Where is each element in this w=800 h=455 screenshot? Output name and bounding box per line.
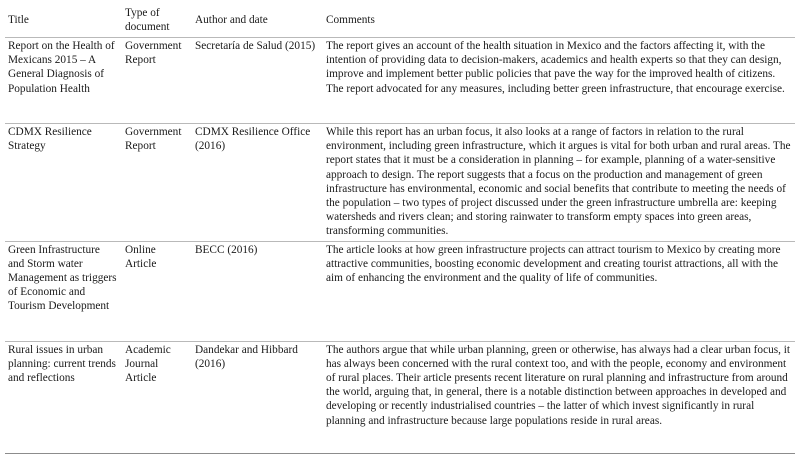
cell-author: BECC (2016) [195,243,258,256]
cell-author: Dandekar and Hibbard (2016) [195,343,298,370]
cell-type: Government Report [125,126,182,153]
cell-type: Academic Journal Article [125,343,171,385]
header-author: Author and date [195,13,268,26]
cell-comments: The report gives an account of the health situation in Mexico and the factors affecting it, with the intention of providing data to decision-makers, academics and health experts so that they can design, improve and implement better public policies that pave the way for the improved health of citizens. The report advocated for any measures, including better green infrastructure, that encourage exercise. [326,40,785,95]
cell-title: Report on the Health of Mexicans 2015 – A General Diagnosis of Population Health [8,40,115,95]
header-type: Type of document [125,6,170,33]
table-row [5,341,795,453]
cell-type: Government Report [125,40,182,67]
cell-title: Rural issues in urban planning: current trends and reflections [8,343,116,385]
table-row [5,38,795,124]
table-row [5,124,795,242]
cell-author: CDMX Resilience Office (2016) [195,126,311,153]
header-comments: Comments [326,13,375,26]
header-row [5,4,795,38]
cell-title: CDMX Resilience Strategy [8,126,92,153]
cell-comments: While this report has an urban focus, it also looks at a range of factors in relation to the rural environment, including green infrastructure, which it argues is vital for both urban and rural areas. The report states that it must be a consideration in planning – for example, planning of a water-sensitive approach to design. The report suggests that a focus on the production and management of green infrastructure has environmental, economic and social benefits that contribute to meeting the needs of the population – two types of project discussed under the green infrastructure umbrella are: keeping watersheds and rivers clean; and storing rainwater to transform empty spaces into green areas, transforming communities. [326,126,791,238]
cell-author: Secretaría de Salud (2015) [195,40,316,52]
header-title: Title [8,13,29,26]
cell-type: Online Article [125,243,157,270]
literature-review-table [5,4,795,454]
cell-comments: The authors argue that while urban planning, green or otherwise, has always had a clear urban focus, it has always been concerned with the rural context too, and with the people, economy and environment of rural places. Their article presents recent literature on rural planning and infrastructure from around the world, arguing that, in general, there is a notable distinction between approaches in developed and developing or recently industrialised countries – the latter of which invest significantly in rural planning and infrastructure because large populations reside in rural areas. [326,343,791,427]
table-row [5,241,795,341]
cell-title: Green Infrastructure and Storm water Management as triggers of Economic and Tourism Development [8,243,117,313]
table-body [5,38,795,454]
cell-comments: The article looks at how green infrastructure projects can attract tourism to Mexico by creating more attractive communities, boosting economic development and creating tourist attractions, all with the aim of enhancing the environment and the quality of life of communities. [326,243,781,285]
table-header [5,4,795,38]
